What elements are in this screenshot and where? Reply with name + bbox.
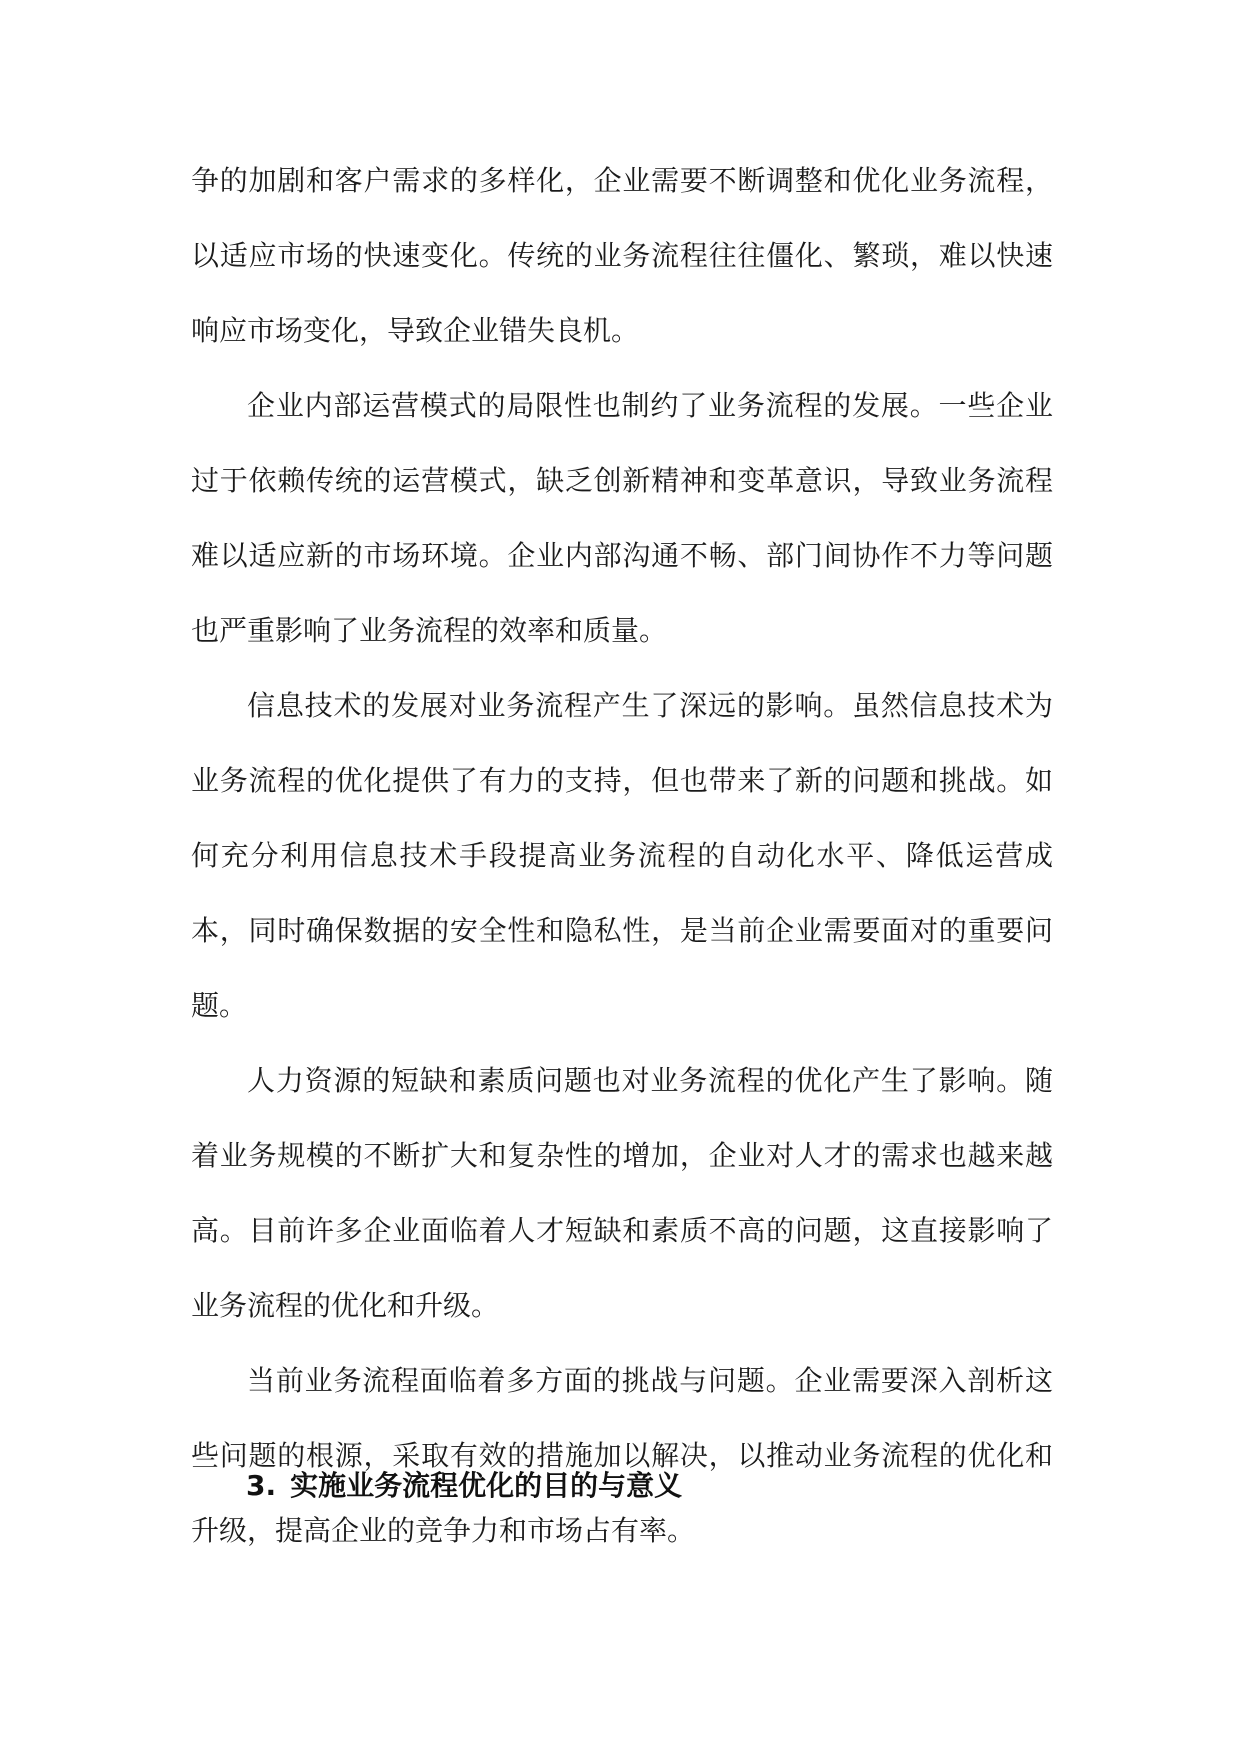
section-number: 3. [246, 1469, 277, 1502]
paragraph-continuation: 争的加剧和客户需求的多样化，企业需要不断调整和优化业务流程，以适应市场的快速变化。传统的业务流程往往僵化、繁琐，难以快速响应市场变化，导致企业错失良机。 [191, 164, 1053, 347]
section-heading [246, 1466, 682, 1506]
section-title: 实施业务流程优化的目的与意义 [290, 1469, 683, 1502]
paragraph-human-resources: 人力资源的短缺和素质问题也对业务流程的优化产生了影响。随着业务规模的不断扩大和复杂性的增加，企业对人才的需求也越来越高。目前许多企业面临着人才短缺和素质不高的问题，这直接影响了业务流程的优化和升级。 [191, 1064, 1053, 1322]
paragraph-operating-model: 企业内部运营模式的局限性也制约了业务流程的发展。一些企业过于依赖传统的运营模式，缺乏创新精神和变革意识，导致业务流程难以适应新的市场环境。企业内部沟通不畅、部门间协作不力等问题也严重影响了业务流程的效率和质量。 [191, 389, 1053, 647]
body-text [191, 143, 1053, 1568]
paragraph-conclusion: 当前业务流程面临着多方面的挑战与问题。企业需要深入剖析这些问题的根源，采取有效的措施加以解决，以推动业务流程的优化和升级，提高企业的竞争力和市场占有率。 [191, 1364, 1053, 1547]
paragraph-information-technology: 信息技术的发展对业务流程产生了深远的影响。虽然信息技术为业务流程的优化提供了有力的支持，但也带来了新的问题和挑战。如何充分利用信息技术手段提高业务流程的自动化水平、降低运营成本，同时确保数据的安全性和隐私性，是当前企业需要面对的重要问题。 [191, 689, 1053, 1022]
